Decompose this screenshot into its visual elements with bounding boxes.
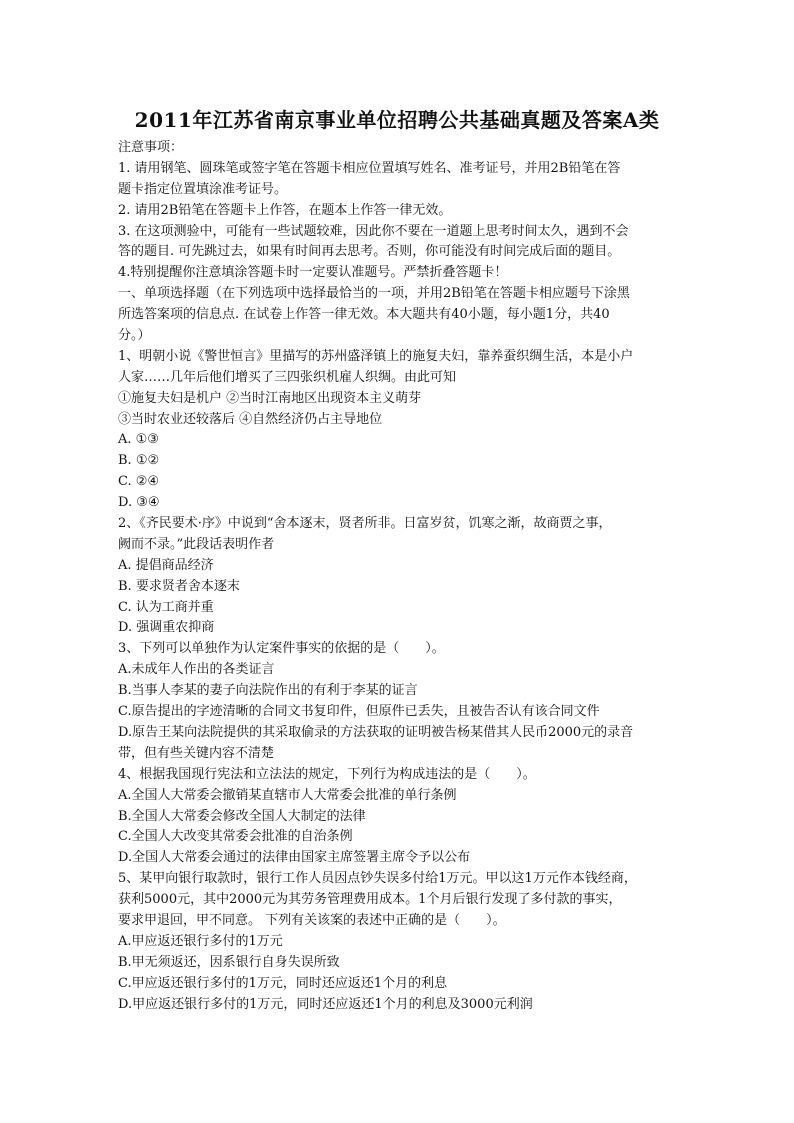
text-line: 5、某甲向银行取款时，银行工作人员因点钞失误多付给1万元。甲以这1万元作本钱经商， — [118, 871, 637, 887]
text-line: 2、《齐民要术·序》中说到“舍本逐末，贤者所非。日富岁贫，饥寒之渐，故商贾之事， — [118, 516, 612, 532]
text-line: 2. 请用2B铅笔在答题卡上作答，在题本上作答一律无效。 — [118, 202, 452, 218]
text-line: A. ①③ — [118, 432, 159, 448]
text-line: A.全国人大常委会撤销某直辖市人大常委会批准的单行条例 — [118, 787, 457, 803]
text-line: 1. 请用钢笔、圆珠笔或签字笔在答题卡相应位置填写姓名、准考证号，并用2B铅笔在答 — [118, 160, 621, 176]
text-line: A. 提倡商品经济 — [118, 557, 214, 573]
text-line: 所选答案项的信息点. 在试卷上作答一律无效。本大题共有40小题，每小题1分，共40 — [118, 307, 610, 323]
text-line: C. 认为工商并重 — [118, 599, 214, 615]
text-line: C.全国人大改变其常委会批准的自治条例 — [118, 829, 353, 845]
text-line: 3. 在这项测验中，可能有一些试题较难，因此你不要在一道题上思考时间太久，遇到不会 — [118, 223, 629, 239]
text-line: B.当事人李某的妻子向法院作出的有利于李某的证言 — [118, 683, 418, 699]
text-line: 带，但有些关键内容不清楚 — [118, 745, 275, 761]
text-line: 1、明朝小说《警世恒言》里描写的苏州盛泽镇上的施复夫妇，靠养蚕织绸生活，本是小户 — [118, 348, 634, 364]
text-line: ③当时农业还较落后 ④自然经济仍占主导地位 — [118, 411, 383, 427]
text-line: 阙而不录。”此段话表明作者 — [118, 536, 275, 552]
text-line: ①施复夫妇是机户 ②当时江南地区出现资本主义萌芽 — [118, 390, 422, 406]
text-line: 4、根据我国现行宪法和立法法的规定，下列行为构成违法的是（ ）。 — [118, 766, 536, 782]
document-title: 2011年江苏省南京事业单位招聘公共基础真题及答案A类 — [134, 108, 660, 132]
text-line: D.全国人大常委会通过的法律由国家主席签署主席令予以公布 — [118, 850, 471, 866]
text-line: C.甲应返还银行多付的1万元，同时还应返还1个月的利息 — [118, 975, 448, 991]
document-body — [118, 138, 688, 1015]
text-line: 分。） — [118, 328, 151, 344]
text-line: B. 要求贤者舍本逐末 — [118, 578, 240, 594]
text-line: D. ③④ — [118, 495, 160, 511]
text-line: D.原告王某向法院提供的其采取偷录的方法获取的证明被告杨某借其人民币2000元的录音 — [118, 724, 634, 740]
text-line: 注意事项： — [118, 140, 184, 155]
text-line: B.甲无须返还，因系银行自身失误所致 — [118, 954, 340, 970]
text-line: D.甲应返还银行多付的1万元，同时还应返还1个月的利息及3000元利润 — [118, 996, 533, 1012]
text-line: C.原告提出的字迹清晰的合同文书复印件，但原件已丢失，且被告否认有该合同文件 — [118, 704, 600, 720]
text-line: 答的题目. 可先跳过去，如果有时间再去思考。否则，你可能没有时间完成后面的题目。 — [118, 244, 621, 260]
text-line: C. ②④ — [118, 474, 160, 490]
text-line: 一、单项选择题（在下列选项中选择最恰当的一项，并用2B铅笔在答题卡相应题号下涂黑 — [118, 286, 630, 302]
text-line: A.未成年人作出的各类证言 — [118, 662, 275, 678]
text-line: 3、下列可以单独作为认定案件事实的依据的是（ ）。 — [118, 641, 445, 657]
text-line: 题卡指定位置填涂准考证号。 — [118, 181, 288, 197]
text-line: B.全国人大常委会修改全国人大制定的法律 — [118, 808, 366, 824]
text-line: B. ①② — [118, 453, 160, 469]
text-line: D. 强调重农抑商 — [118, 620, 215, 636]
text-line: 获利5000元，其中2000元为其劳务管理费用成本。1个月后银行发现了多付款的事实， — [118, 892, 622, 908]
text-line: 要求甲退回，甲不同意。 下列有关该案的表述中正确的是（ ）。 — [118, 912, 506, 928]
text-line: A.甲应返还银行多付的1万元 — [118, 933, 283, 949]
text-line: 4.特别提醒你注意填涂答题卡时一定要认准题号。严禁折叠答题卡！ — [118, 265, 508, 281]
text-line: 人家……几年后他们增买了三四张织机雇人织绸。由此可知 — [118, 369, 457, 385]
